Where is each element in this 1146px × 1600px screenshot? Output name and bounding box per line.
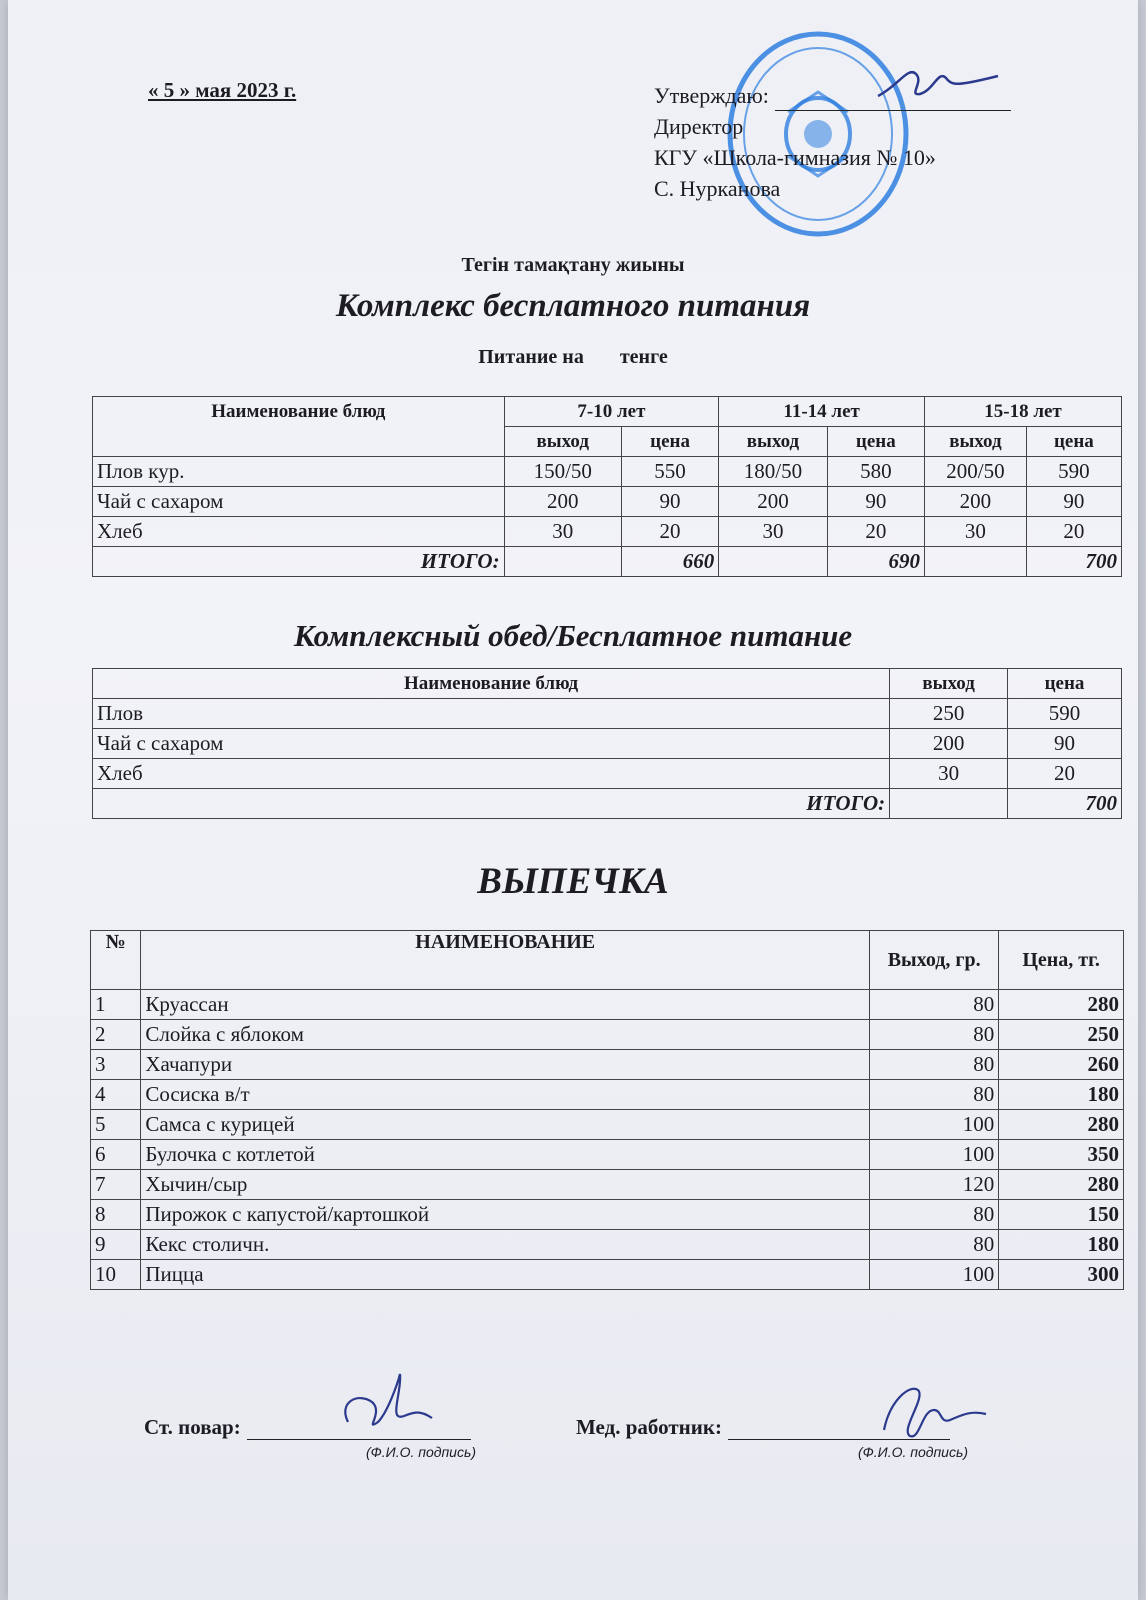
cell: 180 [999,1230,1124,1260]
header-dish-name: Наименование блюд [93,669,890,699]
table-row [91,1260,1124,1290]
cell [504,547,621,577]
header-output: выход [504,427,621,457]
table-row [91,1170,1124,1200]
fio-hint: (Ф.И.О. подпись) [366,1444,476,1460]
cell: 250 [890,699,1008,729]
cell: 80 [870,990,999,1020]
cell: 90 [827,487,924,517]
total-value: 660 [621,547,718,577]
table-row [93,517,1122,547]
section2-title: Комплексный обед/Бесплатное питание [293,618,853,653]
table-row [93,699,1122,729]
pastry-name: Кекс столичн. [141,1230,870,1260]
pastry-name: Слойка с яблоком [141,1020,870,1050]
table-row [91,1230,1124,1260]
subtitle-left: Питание на [478,346,584,368]
header-age-group: 15-18 лет [925,397,1122,427]
row-number: 5 [91,1110,141,1140]
cell [890,789,1008,819]
table-row [91,1080,1124,1110]
table-row [93,457,1122,487]
cell: 200 [719,487,827,517]
kz-title: Тегін тамақтану жиыны [461,254,685,276]
row-number: 9 [91,1230,141,1260]
cell: 300 [999,1260,1124,1290]
row-number: 7 [91,1170,141,1200]
total-value: 690 [827,547,924,577]
cell: 30 [719,517,827,547]
cell: 150/50 [504,457,621,487]
header-dish-name: Наименование блюд [93,397,505,457]
pastry-table [90,930,1124,1290]
total-value: 700 [1008,789,1122,819]
dish-name: Чай с сахаром [93,729,890,759]
header-output: выход [719,427,827,457]
table-row [91,1110,1124,1140]
fio-hint: (Ф.И.О. подпись) [858,1444,968,1460]
cell: 350 [999,1140,1124,1170]
cell: 550 [621,457,718,487]
approve-position: Директор [654,114,744,139]
cell: 100 [870,1260,999,1290]
cell: 80 [870,1020,999,1050]
cell [719,547,827,577]
dish-name: Чай с сахаром [93,487,505,517]
cell: 280 [999,990,1124,1020]
row-number: 4 [91,1080,141,1110]
med-label: Мед. работник: [576,1415,722,1439]
table-row [91,1200,1124,1230]
cell: 590 [1008,699,1122,729]
cell: 20 [1008,759,1122,789]
total-label: ИТОГО: [93,789,890,819]
cell: 20 [827,517,924,547]
cell: 90 [1008,729,1122,759]
cell: 180 [999,1080,1124,1110]
approval-block [654,80,1011,204]
section1-title: Комплекс бесплатного питания [335,288,811,324]
cook-label: Ст. повар: [144,1415,241,1439]
cell: 280 [999,1170,1124,1200]
cell: 280 [999,1110,1124,1140]
table-row [91,1140,1124,1170]
approve-name: С. Нурканова [654,176,781,201]
pastry-name: Сосиска в/т [141,1080,870,1110]
table-row [93,729,1122,759]
header-price: цена [827,427,924,457]
cell: 200 [925,487,1027,517]
cell: 200 [890,729,1008,759]
dish-name: Плов кур. [93,457,505,487]
total-label: ИТОГО: [93,547,505,577]
approve-organization: КГУ «Школа-гимназия № 10» [654,145,936,170]
header-age-group: 7-10 лет [504,397,719,427]
cell: 150 [999,1200,1124,1230]
cell: 200 [504,487,621,517]
row-number: 10 [91,1260,141,1290]
cell: 30 [925,517,1027,547]
pastry-name: Пирожок с капустой/картошкой [141,1200,870,1230]
med-signature [870,1380,990,1446]
dish-name: Хлеб [93,517,505,547]
document-sheet [8,0,1138,1600]
table-row [93,487,1122,517]
pastry-name: Хачапури [141,1050,870,1080]
total-row [93,547,1122,577]
approve-label: Утверждаю: [654,83,769,108]
pastry-name: Круассан [141,990,870,1020]
total-row [93,789,1122,819]
free-meal-table [92,396,1122,577]
cell: 180/50 [719,457,827,487]
cell: 90 [1026,487,1121,517]
cell: 80 [870,1230,999,1260]
section1-subtitle [8,346,1138,369]
cell: 80 [870,1050,999,1080]
pastry-name: Самса с курицей [141,1110,870,1140]
cell: 580 [827,457,924,487]
document-date: « 5 » мая 2023 г. [148,78,297,102]
header-price: цена [1008,669,1122,699]
row-number: 8 [91,1200,141,1230]
header-price: цена [1026,427,1121,457]
cell: 30 [504,517,621,547]
header-output: выход [925,427,1027,457]
cell: 120 [870,1170,999,1200]
table-row [91,990,1124,1020]
cell: 90 [621,487,718,517]
cook-signature [328,1372,438,1442]
cell: 20 [1026,517,1121,547]
cell: 80 [870,1080,999,1110]
cell: 30 [890,759,1008,789]
cell: 590 [1026,457,1121,487]
cell: 250 [999,1020,1124,1050]
row-number: 3 [91,1050,141,1080]
row-number: 6 [91,1140,141,1170]
pastry-name: Булочка с котлетой [141,1140,870,1170]
header-price: цена [621,427,718,457]
total-value: 700 [1026,547,1121,577]
lunch-table [92,668,1122,819]
cell: 260 [999,1050,1124,1080]
dish-name: Хлеб [93,759,890,789]
header-number: № [91,931,141,990]
cell [925,547,1027,577]
table-row [91,1020,1124,1050]
header-output: выход [890,669,1008,699]
signature-line [775,88,1011,111]
dish-name: Плов [93,699,890,729]
pastry-name: Пицца [141,1260,870,1290]
cell: 20 [621,517,718,547]
row-number: 2 [91,1020,141,1050]
cell: 100 [870,1140,999,1170]
table-row [93,759,1122,789]
header-name: НАИМЕНОВАНИЕ [141,931,870,990]
header-output: Выход, гр. [870,931,999,990]
subtitle-right: тенге [619,346,668,368]
row-number: 1 [91,990,141,1020]
table-row [91,1050,1124,1080]
section3-title: ВЫПЕЧКА [477,861,669,902]
pastry-name: Хычин/сыр [141,1170,870,1200]
header-price: Цена, тг. [999,931,1124,990]
header-age-group: 11-14 лет [719,397,925,427]
cell: 100 [870,1110,999,1140]
cell: 200/50 [925,457,1027,487]
cell: 80 [870,1200,999,1230]
